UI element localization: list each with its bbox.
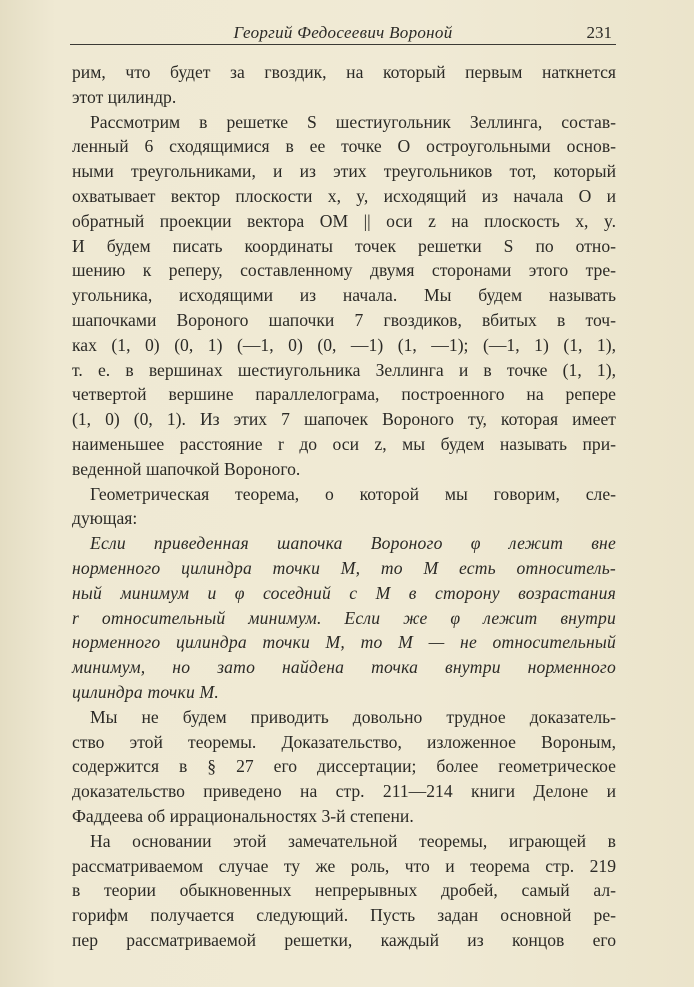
paragraph [72, 482, 616, 532]
text-line: На основании этой замечательной теоремы, играющей в [90, 830, 616, 851]
text-line: доказательство приведено на стр. 211—214 книги Делоне и [72, 781, 616, 802]
text-line: норменного цилиндра точки M, то M есть относитель- [72, 557, 616, 578]
text-line: рассматриваемом случае ту же роль, что и теорема стр. 219 [72, 855, 616, 876]
text-line: содержится в § 27 его диссертации; более геометрическое [72, 756, 616, 777]
text-line: пер рассматриваемой решетки, каждый из концов его [72, 929, 616, 950]
text-line: ленный 6 сходящимися в ее точке O остроугольными основ- [72, 136, 616, 157]
text-line: Рассмотрим в решетке S шестиугольник Зеллинга, состав- [90, 111, 616, 132]
paragraph [72, 829, 616, 953]
paragraph [72, 705, 616, 829]
text-line: горифм получается следующий. Пусть задан основной ре- [72, 905, 616, 926]
running-title: Георгий Федосеевич Вороной [233, 23, 453, 42]
text-line: в теории обыкновенных непрерывных дробей, самый ал- [72, 880, 616, 901]
body-text [72, 60, 616, 953]
text-line: цилиндра точки M. [72, 681, 220, 702]
text-line: ный минимум и φ соседний с M в сторону возрастания [72, 582, 616, 603]
text-line: охватывает вектор плоскости x, y, исходящий из начала O и [72, 185, 616, 206]
text-line: норменного цилиндра точки M, то M — не относительный [72, 632, 616, 653]
text-line: четвертой вершине параллелограма, построенного на репере [72, 384, 616, 405]
text-line: этот цилиндр. [72, 86, 177, 107]
text-line: (1, 0) (0, 1). Из этих 7 шапочек Вороного ту, которая имеет [72, 409, 616, 430]
text-line: т. е. в вершинах шестиугольника Зеллинга и в точке (1, 1), [72, 359, 616, 380]
text-line: веденной шапочкой Вороного. [72, 458, 301, 479]
text-line: r относительный минимум. Если же φ лежит внутри [72, 607, 616, 628]
text-line: ными треугольниками, и из этих треугольников тот, который [72, 161, 616, 182]
text-line: шению к реперу, составленному двумя сторонами этого тре- [72, 260, 616, 281]
text-line: шапочками Вороного шапочки 7 гвоздиков, вбитых в точ- [72, 309, 616, 330]
text-line: Если приведенная шапочка Вороного φ лежит вне [90, 533, 616, 554]
text-line: Геометрическая теорема, о которой мы говорим, сле- [90, 483, 616, 504]
page-number: 231 [586, 23, 612, 42]
text-line: угольника, исходящими из начала. Мы будем называть [72, 285, 616, 306]
paragraph [72, 110, 616, 482]
running-header [70, 14, 616, 45]
text-line: рим, что будет за гвоздик, на который первым наткнется [72, 62, 616, 82]
text-line: ство этой теоремы. Доказательство, изложенное Вороным, [72, 731, 616, 752]
text-line: наименьшее расстояние r до оси z, мы будем называть при- [72, 433, 616, 454]
text-line: дующая: [72, 508, 138, 529]
paragraph [72, 60, 616, 110]
text-line: Мы не будем приводить довольно трудное доказатель- [90, 706, 616, 727]
text-line: Фаддеева об иррациональностях 3-й степени. [72, 805, 414, 826]
text-line: минимум, но зато найдена точка внутри норменного [72, 657, 616, 678]
theorem-statement [72, 531, 616, 705]
text-line: обратный проекции вектора OM || оси z на плоскость x, y. [72, 210, 616, 231]
text-line: ках (1, 0) (0, 1) (—1, 0) (0, —1) (1, —1); (—1, 1) (1, 1), [72, 334, 616, 355]
text-line: И будем писать координаты точек решетки S по отно- [72, 235, 616, 256]
